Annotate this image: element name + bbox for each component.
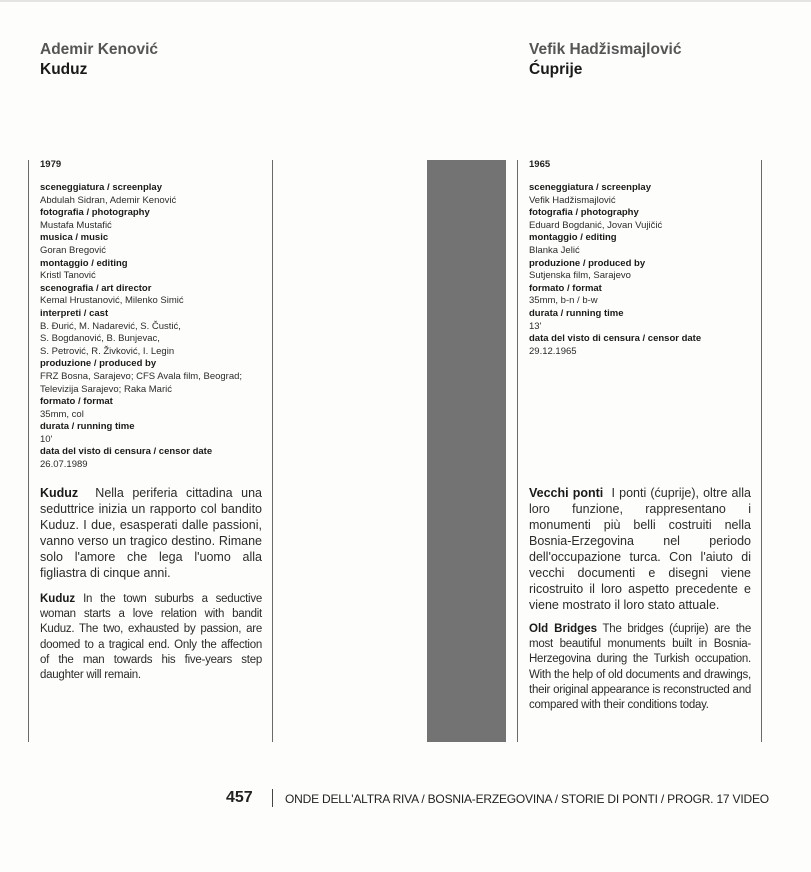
credit-value: Blanka Jelić: [529, 244, 580, 256]
credit-label: durata / running time: [40, 421, 135, 433]
credit-value: 35mm, col: [40, 408, 84, 420]
left-inner-rule: [272, 160, 273, 742]
right-desc-en-text: The bridges (ćuprije) are the most beautiful monuments built in Bosnia-Herzegovina during the Turkish occupation. With the help of old documents and drawings, their original appearance is reconstructed and compared with their conditions today.: [529, 623, 751, 712]
right-inner-rule: [517, 160, 518, 742]
right-desc-it-text: I ponti (ćuprije), oltre alla loro funzione, rappresentano i monumenti più belli costruiti nella Bosnia-Erzegovina nel periodo dell'occupazione turca. Con l'aiuto di vecchi documenti e disegni viene ricostruito il loro aspetto precedente e viene mostrato il loro stato attuale.: [529, 486, 751, 612]
credit-label: data del visto di censura / censor date: [529, 333, 702, 345]
right-outer-rule: [761, 160, 762, 742]
page-number: 457: [226, 789, 253, 806]
right-year: 1965: [529, 159, 551, 170]
credit-label: durata / running time: [529, 307, 624, 319]
footer-suffix: VIDEO: [732, 792, 769, 806]
credit-value: Vefik Hadžismajlović: [529, 194, 616, 206]
credit-value: Eduard Bogdanić, Jovan Vujičić: [529, 219, 663, 231]
credit-label: montaggio / editing: [529, 232, 617, 244]
top-border: [0, 0, 811, 2]
credit-value: Abdulah Sidran, Ademir Kenović: [40, 194, 177, 206]
running-footer: [285, 792, 769, 806]
footer-separator: [272, 789, 273, 807]
left-description-it: [40, 485, 262, 581]
left-director: Ademir Kenović: [40, 41, 159, 58]
footer-text: ONDE DELL'ALTRA RIVA / BOSNIA-ERZEGOVINA / STORIE DI PONTI / PROGR. 17: [285, 792, 730, 806]
left-desc-en-text: In the town suburbs a seductive woman starts a love relation with bandit Kuduz. The two, exhausted by passion, are doomed to a tragical end. Only the affection of the man towards his five-years step daughter will remain.: [40, 593, 262, 682]
credit-value: S. Petrović, R. Živković, I. Legin: [40, 345, 175, 357]
right-director: Vefik Hadžismajlović: [529, 41, 682, 58]
credit-label: musica / music: [40, 232, 109, 244]
left-film-title: Kuduz: [40, 61, 88, 78]
credit-label: produzione / produced by: [40, 358, 157, 370]
credit-value: Kemal Hrustanović, Milenko Simić: [40, 295, 184, 307]
credit-value: 13': [529, 320, 542, 332]
credit-value: 29.12.1965: [529, 345, 577, 357]
credit-value: S. Bogdanović, B. Bunjevac,: [40, 333, 160, 345]
left-outer-rule: [28, 160, 29, 742]
credit-value: Goran Bregović: [40, 244, 107, 256]
credit-value: 26.07.1989: [40, 459, 88, 471]
credit-value: 10': [40, 433, 53, 445]
credit-value: B. Đurić, M. Nadarević, S. Čustić,: [40, 320, 181, 332]
left-year: 1979: [40, 159, 62, 170]
credit-value: Televizija Sarajevo; Raka Marić: [40, 383, 172, 395]
credit-label: interpreti / cast: [40, 307, 109, 319]
left-desc-en-title: Kuduz: [40, 593, 76, 605]
right-credits: [529, 182, 757, 358]
credit-label: formato / format: [529, 282, 602, 294]
credit-label: sceneggiatura / screenplay: [529, 182, 651, 193]
credit-value: Sutjenska film, Sarajevo: [529, 270, 631, 282]
credit-label: produzione / produced by: [529, 257, 646, 269]
credit-value: Mustafa Mustafić: [40, 219, 112, 231]
left-credits: [40, 182, 268, 472]
credit-value: FRZ Bosna, Sarajevo; CFS Avala film, Beograd;: [40, 370, 243, 382]
credit-label: data del visto di censura / censor date: [40, 446, 213, 458]
left-description-en: [40, 592, 262, 683]
left-desc-it-title: Kuduz: [40, 486, 79, 500]
gutter-bar: [427, 160, 506, 742]
right-desc-en-title: Old Bridges: [529, 623, 597, 635]
credit-label: montaggio / editing: [40, 257, 128, 269]
credit-label: formato / format: [40, 396, 113, 408]
right-description-en: [529, 622, 751, 713]
credit-label: sceneggiatura / screenplay: [40, 182, 162, 193]
right-film-title: Ćuprije: [529, 61, 583, 78]
credit-label: fotografia / photography: [40, 207, 150, 219]
right-desc-it-title: Vecchi ponti: [529, 486, 604, 500]
credit-label: scenografia / art director: [40, 282, 152, 294]
right-description-it: [529, 485, 751, 613]
credit-value: 35mm, b-n / b-w: [529, 295, 598, 307]
credit-label: fotografia / photography: [529, 207, 639, 219]
credit-value: Kristl Tanović: [40, 270, 96, 282]
left-desc-it-text: Nella periferia cittadina una seduttrice inizia un rapporto col bandito Kuduz. I due, esasperati dalle passioni, vanno verso un tragico destino. Rimane solo l'amore che lega l'uomo alla figliastra di cinque anni.: [40, 486, 262, 580]
